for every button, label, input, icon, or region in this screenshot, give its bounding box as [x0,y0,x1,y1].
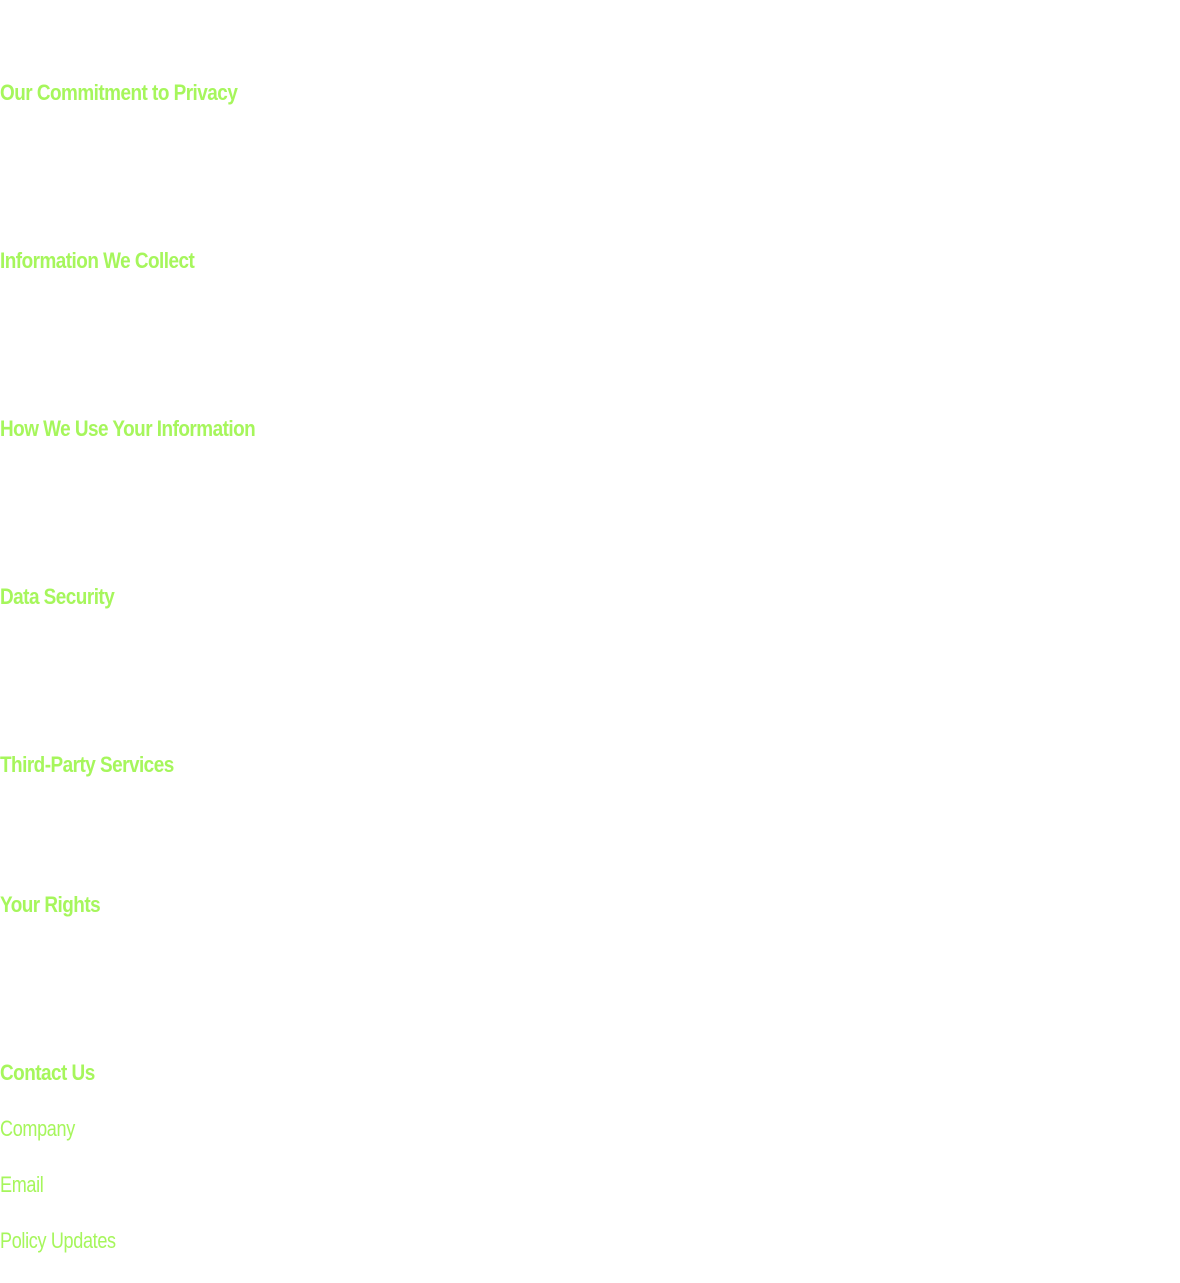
heading-third-party: Third-Party Services [0,752,174,777]
contact-email-label: Email [0,1172,44,1197]
contact-company-label: Company [0,1116,75,1141]
heading-your-rights: Your Rights [0,892,101,917]
heading-information-collect: Information We Collect [0,248,195,273]
heading-data-security: Data Security [0,584,115,609]
heading-commitment: Our Commitment to Privacy [0,80,238,105]
heading-use-information: How We Use Your Information [0,416,256,441]
heading-contact-us: Contact Us [0,1060,95,1085]
contact-policy-updates-label: Policy Updates [0,1228,116,1253]
